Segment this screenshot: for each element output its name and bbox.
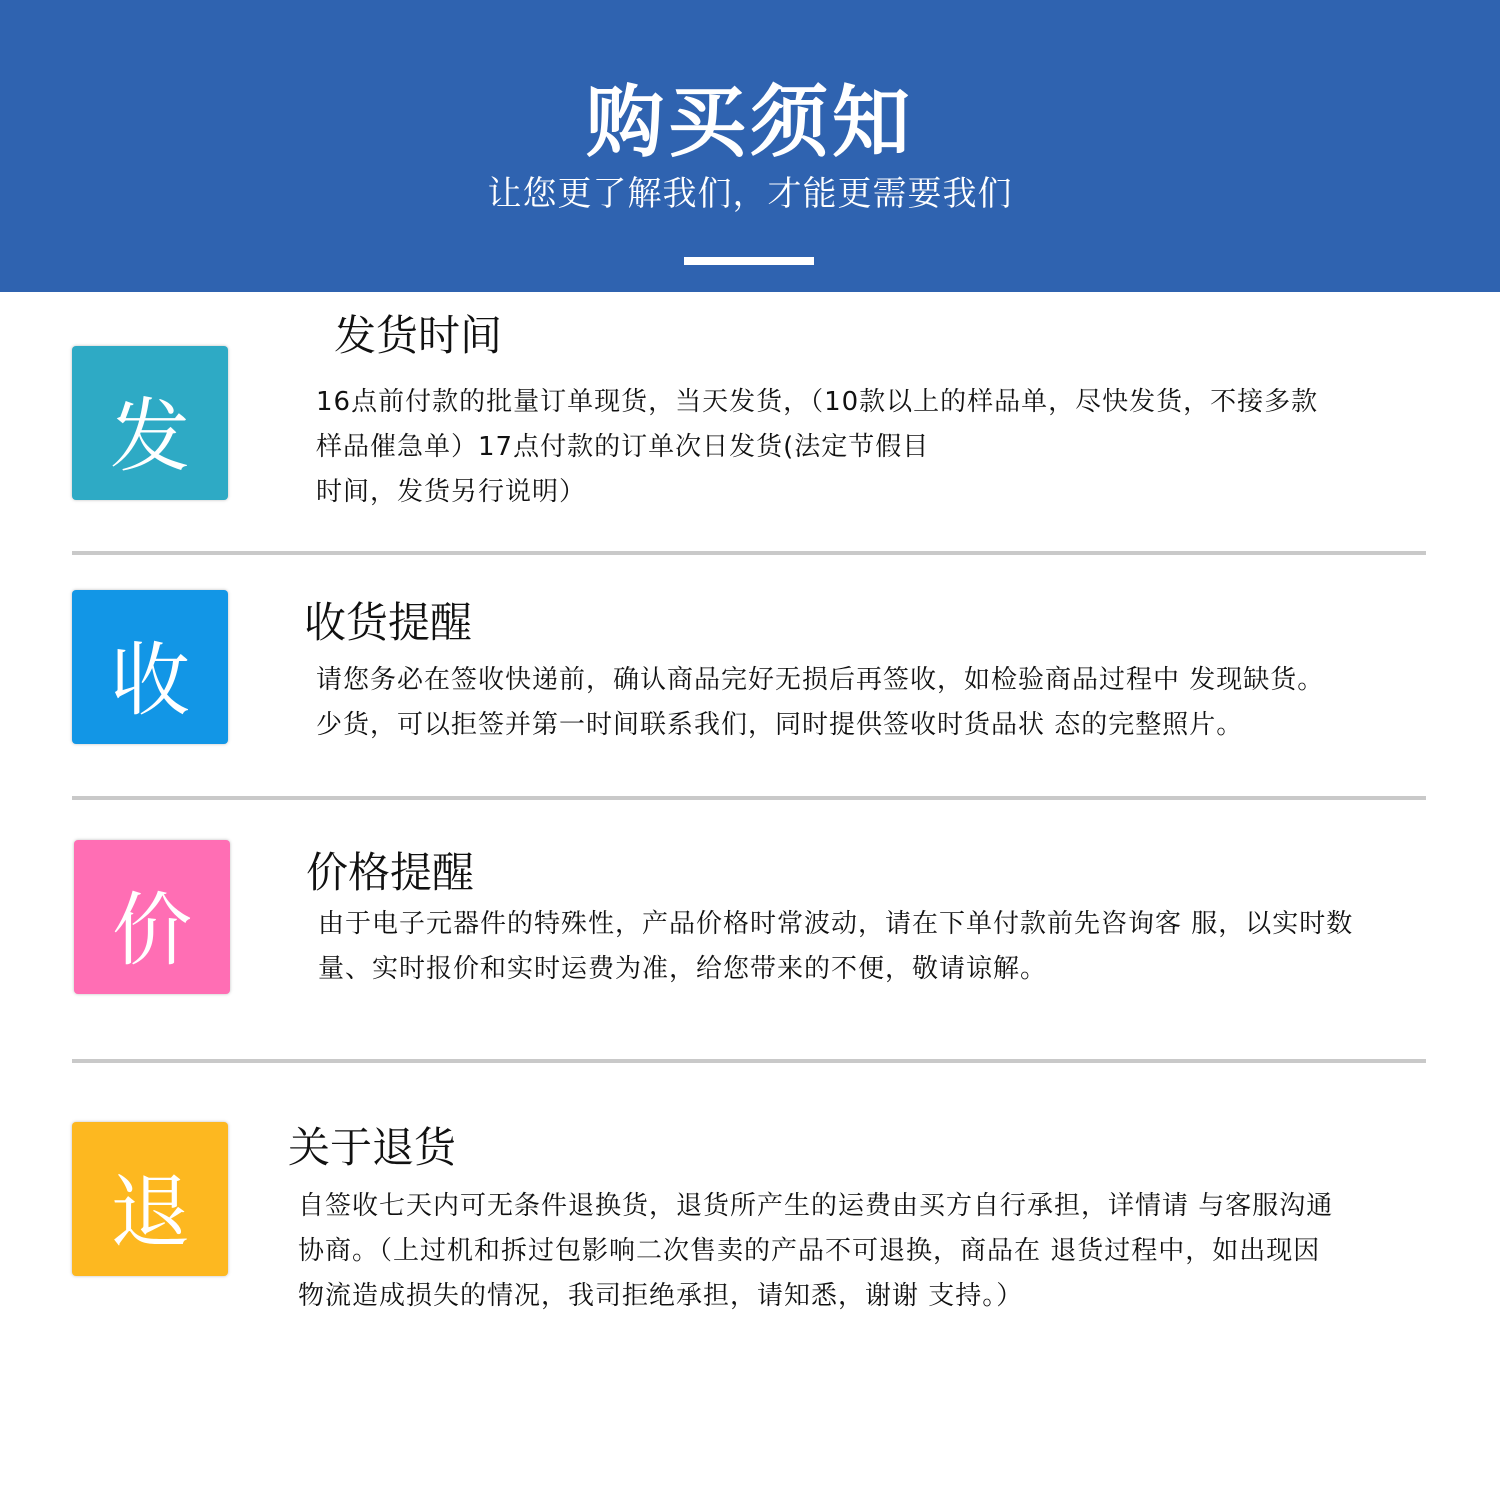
section-body [316,380,1318,515]
body-line: 物流造成损失的情况，我司拒绝承担，请知悉，谢谢 支持。） [298,1281,1024,1311]
body-line: 16点前付款的批量订单现货，当天发货，（10款以上的样品单，尽快发货，不接多款 [316,387,1319,417]
header-underline [684,257,814,265]
divider [72,796,1426,800]
divider [72,551,1426,555]
badge-price: 价 [74,840,230,994]
body-line: 量、实时报价和实时运费为准，给您带来的不便，敬请谅解。 [318,954,1048,984]
section-title: 发货时间 [334,311,503,360]
body-line: 时间，发货另行说明） [316,477,587,507]
section-body [316,658,1324,748]
badge-return: 退 [72,1122,228,1276]
body-line: 样品催急单）17点付款的订单次日发货(法定节假目 [316,432,930,462]
divider [72,1059,1426,1063]
section-title: 关于退货 [288,1123,457,1172]
body-line: 由于电子元器件的特殊性，产品价格时常波动，请在下单付款前先咨询客 服，以实时数 [318,909,1354,939]
page-title: 购买须知 [585,78,914,168]
header-banner [0,0,1500,292]
body-line: 协商。（上过机和拆过包影响二次售卖的产品不可退换，商品在 退货过程中，如出现因 [298,1236,1321,1266]
section-title: 价格提醒 [306,848,475,897]
body-line: 自签收七天内可无条件退换货，退货所产生的运费由买方自行承担，详情请 与客服沟通 [298,1191,1334,1221]
body-line: 请您务必在签收快递前，确认商品完好无损后再签收，如检验商品过程中 发现缺货。 [316,665,1325,695]
section-body [318,902,1353,992]
badge-ship: 发 [72,346,228,500]
badge-receive: 收 [72,590,228,744]
section-title: 收货提醒 [304,598,473,647]
section-body [298,1184,1333,1319]
page-subtitle: 让您更了解我们，才能更需要我们 [487,174,1013,214]
body-line: 少货，可以拒签并第一时间联系我们，同时提供签收时货品状 态的完整照片。 [316,710,1244,740]
